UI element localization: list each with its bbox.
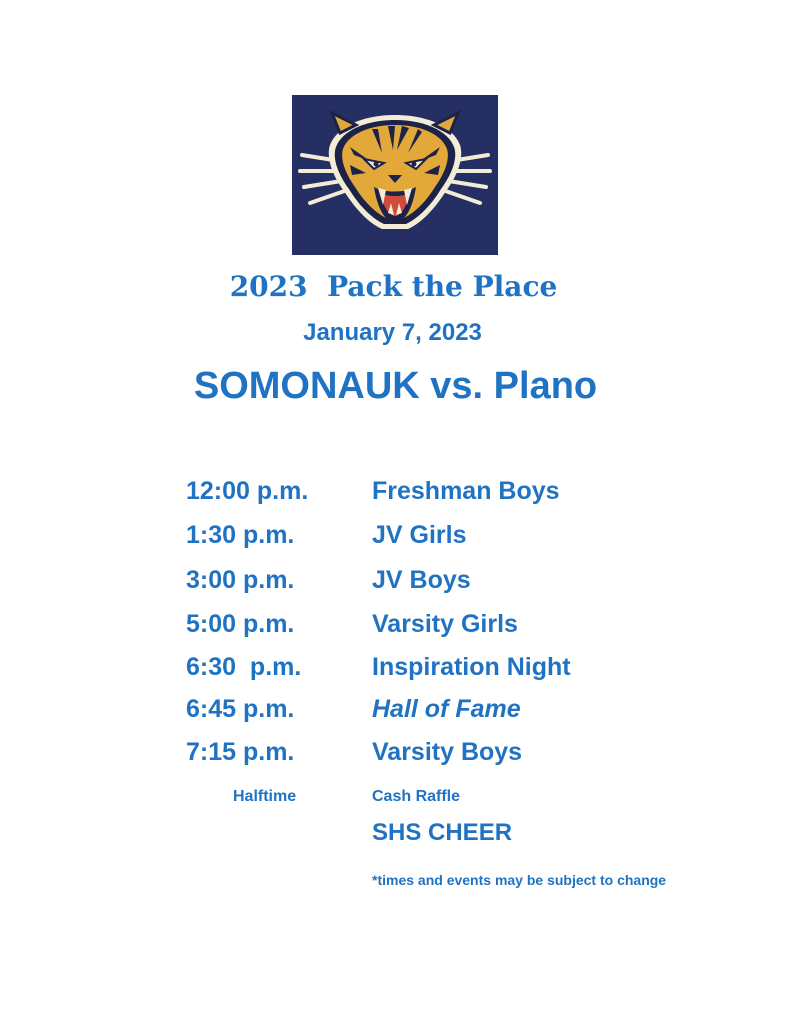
schedule-event: JV Boys	[372, 566, 471, 594]
schedule-row	[0, 607, 791, 641]
halftime-label: Halftime	[233, 788, 297, 805]
schedule-event: Varsity Boys	[372, 738, 523, 766]
event-title: 2023 Pack the Place	[229, 270, 558, 303]
schedule-time: 6:30 p.m.	[186, 653, 302, 681]
schedule-time: 1:30 p.m.	[186, 521, 295, 549]
disclaimer-note: *times and events may be subject to change	[372, 872, 667, 888]
schedule-row	[0, 692, 791, 726]
schedule-event: Hall of Fame	[372, 695, 521, 723]
schedule-time: 5:00 p.m.	[186, 610, 295, 638]
schedule-time: 3:00 p.m.	[186, 566, 295, 594]
schedule-row	[0, 735, 791, 769]
schedule-row	[0, 474, 791, 508]
logo	[292, 95, 498, 255]
schedule-event: Freshman Boys	[372, 477, 560, 505]
halftime-event: Cash Raffle	[372, 788, 461, 805]
halftime-extra: SHS CHEER	[372, 819, 513, 846]
schedule-row	[0, 563, 791, 597]
event-date: January 7, 2023	[303, 319, 482, 346]
schedule-event: JV Girls	[372, 521, 467, 549]
schedule-time: 7:15 p.m.	[186, 738, 295, 766]
matchup-heading: SOMONAUK vs. Plano	[193, 365, 598, 407]
schedule-time: 12:00 p.m.	[186, 477, 309, 505]
schedule-event: Varsity Girls	[372, 610, 518, 638]
wildcat-mascot-icon	[292, 95, 498, 255]
schedule-row	[0, 650, 791, 684]
schedule-event: Inspiration Night	[372, 653, 571, 681]
schedule-time: 6:45 p.m.	[186, 695, 295, 723]
schedule-row	[0, 518, 791, 552]
